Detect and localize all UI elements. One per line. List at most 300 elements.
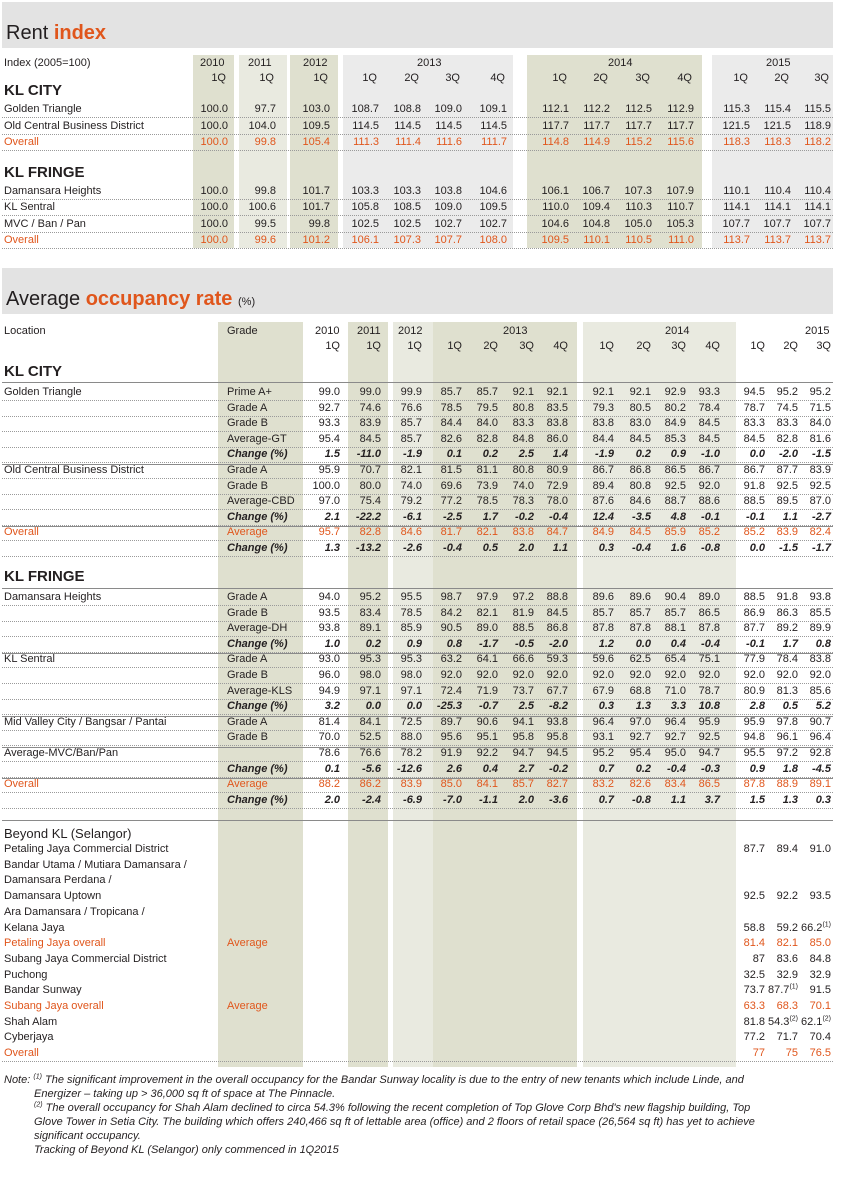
beyond-row-location: Cyberjaya <box>4 1031 54 1044</box>
occupancy-cell: 5.2 <box>815 700 831 713</box>
occupancy-row <box>2 463 833 479</box>
occupancy-cell: 62.5 <box>629 653 651 666</box>
occupancy-cell: 94.0 <box>318 591 340 603</box>
occupancy-cell: 87.0 <box>809 495 831 508</box>
rent-cell: 108.7 <box>351 103 379 115</box>
occupancy-quarter: 1Q <box>325 340 340 352</box>
rent-cell: 99.8 <box>254 136 276 148</box>
beyond-cell-value: 89.4 <box>776 843 798 855</box>
occupancy-cell: -3.5 <box>632 510 651 523</box>
occupancy-cell: 1.3 <box>635 700 651 713</box>
occupancy-row <box>2 715 833 731</box>
rent-quarter: 2Q <box>593 72 608 84</box>
rent-cell: 114.5 <box>394 119 421 132</box>
occupancy-cell: 82.6 <box>629 778 651 791</box>
occupancy-row-grade: Average <box>227 526 268 539</box>
occupancy-cell: 95.5 <box>400 591 422 603</box>
occupancy-cell: 0.2 <box>482 448 498 461</box>
occupancy-cell: 84.6 <box>629 495 651 508</box>
beyond-cell-value: 63.3 <box>743 1000 765 1012</box>
rent-row <box>2 119 833 135</box>
rent-cell: 102.7 <box>434 217 462 230</box>
rent-cell: 115.3 <box>723 103 750 115</box>
rent-cell: 109.5 <box>302 119 330 132</box>
occupancy-row <box>2 590 833 606</box>
occupancy-cell: 81.3 <box>776 684 798 697</box>
occupancy-row-grade: Grade A <box>227 401 268 414</box>
occupancy-cell: 85.7 <box>629 606 651 619</box>
occupancy-cell: 99.0 <box>318 386 340 398</box>
occupancy-cell: 92.0 <box>476 669 498 681</box>
occupancy-cell: 78.5 <box>440 401 462 414</box>
occupancy-cell: 68.8 <box>629 684 651 697</box>
occupancy-cell: 95.6 <box>440 731 462 744</box>
occupancy-cell: 88.8 <box>546 591 568 603</box>
occupancy-cell: 73.9 <box>476 479 498 492</box>
beyond-cell-value: 71.7 <box>776 1031 798 1044</box>
beyond-cell <box>762 1031 798 1043</box>
occupancy-row-location: Damansara Heights <box>4 591 102 603</box>
occupancy-cell: 95.3 <box>359 653 381 666</box>
beyond-cell <box>729 922 765 934</box>
occupancy-cell: 84.5 <box>698 432 720 445</box>
footnotes <box>4 1073 834 1157</box>
occupancy-cell: -12.6 <box>396 762 422 775</box>
occupancy-cell: 85.0 <box>440 778 462 791</box>
occupancy-cell: 84.5 <box>359 432 381 445</box>
occupancy-cell: 84.1 <box>476 778 498 791</box>
rent-quarter: 1Q <box>733 72 748 84</box>
occupancy-cell: 87.8 <box>743 778 765 791</box>
occupancy-quarter: 3Q <box>816 340 831 352</box>
occupancy-row-grade: Average-KLS <box>227 684 293 697</box>
occupancy-cell: -1.0 <box>701 448 720 461</box>
occupancy-cell: 87.8 <box>629 622 651 635</box>
occupancy-cell: 83.5 <box>546 401 568 414</box>
occupancy-cell: 83.9 <box>809 464 831 476</box>
occupancy-cell: 93.3 <box>318 417 340 430</box>
occupancy-cell: -0.3 <box>701 762 720 775</box>
rent-cell: 99.5 <box>254 217 276 230</box>
beyond-row <box>2 858 833 874</box>
rent-cell: 117.7 <box>542 119 569 132</box>
occupancy-cell: 2.1 <box>324 510 340 523</box>
occupancy-cell: 1.6 <box>670 542 686 554</box>
rent-cell: 105.4 <box>302 136 330 148</box>
occupancy-cell: 83.3 <box>776 417 798 430</box>
beyond-cell <box>795 1016 831 1028</box>
occupancy-cell: -0.8 <box>632 793 651 806</box>
occupancy-cell: 93.8 <box>546 715 568 728</box>
occupancy-cell: 79.2 <box>400 495 422 508</box>
beyond-cell <box>762 937 798 949</box>
occupancy-cell: 86.2 <box>359 778 381 791</box>
occupancy-cell: -6.1 <box>403 510 422 523</box>
rent-cell: 110.1 <box>723 184 750 197</box>
beyond-cell <box>762 922 798 934</box>
occupancy-cell: 89.0 <box>698 591 720 603</box>
occupancy-cell: 79.5 <box>476 401 498 414</box>
rent-title-plain: Rent <box>6 22 49 44</box>
occupancy-quarter: 4Q <box>705 340 720 352</box>
occupancy-row <box>2 416 833 432</box>
occupancy-cell: 0.7 <box>598 762 614 775</box>
occupancy-cell: 85.7 <box>592 606 614 619</box>
rent-row-label: MVC / Ban / Pan <box>4 217 86 230</box>
beyond-row <box>2 936 833 952</box>
occupancy-cell: 95.2 <box>776 386 798 398</box>
occupancy-cell: 1.8 <box>782 762 798 775</box>
beyond-cell <box>795 1000 831 1012</box>
occupancy-cell: -5.6 <box>362 762 381 775</box>
occupancy-cell: 83.4 <box>359 606 381 619</box>
occupancy-cell: 75.1 <box>698 653 720 666</box>
occupancy-cell: 89.1 <box>809 778 831 791</box>
occupancy-cell: 97.0 <box>629 715 651 728</box>
occupancy-cell: 77.2 <box>440 495 462 508</box>
occupancy-cell: 93.8 <box>809 591 831 603</box>
rent-cell: 100.0 <box>200 201 228 213</box>
beyond-cell-value: 70.4 <box>809 1031 831 1044</box>
occupancy-row <box>2 684 833 700</box>
occupancy-cell: 82.8 <box>776 432 798 445</box>
beyond-row-location: Petaling Jaya overall <box>4 937 106 950</box>
rent-cell: 102.7 <box>479 217 507 230</box>
occupancy-cell: -0.1 <box>701 510 720 523</box>
beyond-row <box>2 921 833 937</box>
occupancy-cell: 0.0 <box>749 542 765 554</box>
occupancy-cell: 0.5 <box>782 700 798 713</box>
occupancy-cell: 2.5 <box>518 700 534 713</box>
occupancy-cell: 86.7 <box>698 464 720 476</box>
occupancy-cell: 86.5 <box>698 778 720 791</box>
occupancy-row <box>2 762 833 778</box>
occupancy-cell: 2.0 <box>518 542 534 554</box>
beyond-kl-title: Beyond KL (Selangor) <box>4 826 132 841</box>
occupancy-cell: 84.0 <box>476 417 498 430</box>
occupancy-cell: 89.4 <box>592 479 614 492</box>
beyond-cell <box>762 1016 798 1028</box>
occupancy-cell: 94.1 <box>512 715 534 728</box>
occupancy-cell: 84.4 <box>592 432 614 445</box>
occupancy-cell: 77.9 <box>743 653 765 666</box>
rent-row <box>2 135 833 151</box>
beyond-cell-value: 87.7 <box>768 984 790 997</box>
occupancy-cell: 92.9 <box>664 386 686 398</box>
occupancy-cell: 87.8 <box>592 622 614 635</box>
beyond-cell-value: 76.5 <box>809 1047 831 1060</box>
occupancy-cell: 91.8 <box>776 591 798 603</box>
beyond-cell-value: 92.5 <box>743 890 765 903</box>
beyond-cell <box>729 1000 765 1012</box>
occupancy-cell: 85.3 <box>664 432 686 445</box>
rent-cell: 108.5 <box>393 201 421 213</box>
occupancy-cell: 0.2 <box>635 762 651 775</box>
occupancy-cell: 99.0 <box>359 386 381 398</box>
occupancy-row-grade: Average-DH <box>227 622 288 635</box>
beyond-cell-value: 59.2 <box>776 921 798 934</box>
occupancy-row <box>2 793 833 809</box>
occupancy-row <box>2 668 833 684</box>
beyond-row-location: Shah Alam <box>4 1015 58 1028</box>
occupancy-cell: 71.9 <box>476 684 498 697</box>
footnote-marker: (1) <box>822 920 831 928</box>
rent-cell: 113.7 <box>804 234 831 246</box>
occupancy-cell: 0.0 <box>365 700 381 713</box>
rent-cell: 115.5 <box>804 103 831 115</box>
occupancy-cell: 78.7 <box>698 684 720 697</box>
occupancy-quarter: 1Q <box>447 340 462 352</box>
occupancy-cell: 84.4 <box>440 417 462 430</box>
occupancy-cell: 83.9 <box>400 778 422 791</box>
rent-quarter: 1Q <box>259 72 274 84</box>
note-2-cont2: significant occupancy. <box>34 1130 141 1142</box>
occupancy-cell: 80.8 <box>512 401 534 414</box>
occupancy-cell: 1.5 <box>324 448 340 461</box>
occupancy-cell: 96.0 <box>318 669 340 681</box>
occupancy-cell: 83.8 <box>546 417 568 430</box>
beyond-cell-value: 87 <box>752 952 765 965</box>
occupancy-cell: 1.1 <box>670 793 686 806</box>
occupancy-cell: -1.7 <box>479 637 498 650</box>
beyond-cell-value: 68.3 <box>776 1000 798 1012</box>
occupancy-cell: 92.1 <box>629 386 651 398</box>
beyond-cell <box>795 843 831 855</box>
occupancy-cell: 94.5 <box>743 386 765 398</box>
occupancy-cell: 0.0 <box>635 637 651 650</box>
occupancy-cell: 91.8 <box>743 479 765 492</box>
occupancy-cell: 74.5 <box>776 401 798 414</box>
occupancy-cell: -0.4 <box>701 637 720 650</box>
occupancy-row <box>2 525 833 541</box>
beyond-cell <box>795 937 831 949</box>
rent-cell: 114.1 <box>764 201 791 213</box>
note-1-cont: Energizer – taking up > 36,000 sq ft of space at The Pinnacle. <box>34 1088 336 1100</box>
occupancy-cell: -2.0 <box>549 637 568 650</box>
beyond-row-location: Petaling Jaya Commercial District <box>4 843 169 855</box>
occupancy-cell: 83.4 <box>664 778 686 791</box>
occupancy-row-location: Golden Triangle <box>4 386 82 398</box>
occupancy-cell: 82.1 <box>400 464 422 476</box>
occupancy-cell: 86.8 <box>629 464 651 476</box>
beyond-row <box>2 952 833 968</box>
occupancy-cell: 99.9 <box>400 386 422 398</box>
beyond-row <box>2 968 833 984</box>
rent-section-heading: KL CITY <box>4 82 63 99</box>
footnote-marker: (2) <box>789 1015 798 1023</box>
occupancy-cell: 59.6 <box>592 653 614 666</box>
occupancy-cell: 83.8 <box>809 653 831 666</box>
occupancy-cell: -0.1 <box>746 637 765 650</box>
occupancy-row-grade: Grade B <box>227 731 268 744</box>
occupancy-cell: 0.9 <box>749 762 765 775</box>
beyond-row <box>2 999 833 1015</box>
occupancy-cell: 2.8 <box>749 700 765 713</box>
occupancy-cell: -0.4 <box>549 510 568 523</box>
rent-cell: 107.3 <box>624 184 652 197</box>
occupancy-cell: 85.2 <box>698 526 720 539</box>
occupancy-title-plain: Average <box>6 288 81 310</box>
occupancy-cell: 84.1 <box>359 715 381 728</box>
occupancy-cell: 90.7 <box>809 715 831 728</box>
rent-cell: 106.7 <box>582 184 610 197</box>
occupancy-cell: 92.8 <box>809 747 831 759</box>
occupancy-cell: -1.9 <box>403 448 422 461</box>
occupancy-cell: 88.5 <box>512 622 534 635</box>
rent-cell: 112.1 <box>542 103 569 115</box>
occupancy-row-grade: Change (%) <box>227 542 288 554</box>
occupancy-row <box>2 479 833 495</box>
rent-cell: 107.7 <box>434 234 462 246</box>
beyond-cell <box>762 1047 798 1059</box>
occupancy-cell: 92.0 <box>629 669 651 681</box>
occupancy-cell: 3.3 <box>670 700 686 713</box>
rent-cell: 115.2 <box>625 136 652 148</box>
occupancy-cell: 10.8 <box>698 700 720 713</box>
beyond-cell <box>762 984 798 996</box>
rent-cell: 118.3 <box>764 136 791 148</box>
occupancy-cell: 83.9 <box>359 417 381 430</box>
occupancy-cell: 92.1 <box>512 386 534 398</box>
rent-cell: 107.7 <box>763 217 791 230</box>
occupancy-cell: 95.9 <box>743 715 765 728</box>
occupancy-cell: 93.0 <box>318 653 340 666</box>
occupancy-cell: 84.2 <box>440 606 462 619</box>
occupancy-cell: 0.0 <box>749 448 765 461</box>
occupancy-cell: 0.2 <box>635 448 651 461</box>
occupancy-cell: 87.8 <box>698 622 720 635</box>
occupancy-cell: 86.5 <box>698 606 720 619</box>
occupancy-cell: -22.2 <box>355 510 381 523</box>
rent-cell: 99.6 <box>254 234 276 246</box>
occupancy-cell: 82.6 <box>440 432 462 445</box>
occupancy-cell: 93.5 <box>318 606 340 619</box>
occupancy-cell: 85.6 <box>809 684 831 697</box>
occupancy-cell: 95.9 <box>698 715 720 728</box>
occupancy-cell: 72.9 <box>546 479 568 492</box>
occupancy-cell: 70.0 <box>318 731 340 744</box>
rent-cell: 103.0 <box>302 103 330 115</box>
occupancy-cell: -0.4 <box>443 542 462 554</box>
occupancy-cell: 84.9 <box>664 417 686 430</box>
note-1 <box>4 1073 834 1087</box>
beyond-cell <box>795 1047 831 1059</box>
rent-cell: 115.6 <box>667 136 694 148</box>
occupancy-cell: 85.5 <box>809 606 831 619</box>
occupancy-cell: 92.1 <box>592 386 614 398</box>
occupancy-cell: 80.2 <box>664 401 686 414</box>
rent-row-label: Golden Triangle <box>4 103 82 115</box>
beyond-row-location: Overall <box>4 1047 39 1060</box>
occupancy-row-grade: Grade B <box>227 417 268 430</box>
occupancy-cell: 84.5 <box>546 606 568 619</box>
rent-cell: 101.7 <box>302 184 330 197</box>
occupancy-cell: 88.1 <box>664 622 686 635</box>
occupancy-cell: 64.1 <box>476 653 498 666</box>
occupancy-cell: 82.1 <box>476 606 498 619</box>
occupancy-cell: 98.7 <box>440 591 462 603</box>
beyond-cell <box>729 984 765 996</box>
rent-cell: 103.3 <box>393 184 421 197</box>
occupancy-row <box>2 385 833 401</box>
occupancy-cell: 86.8 <box>546 622 568 635</box>
occupancy-cell: 88.6 <box>698 495 720 508</box>
occupancy-cell: 78.5 <box>400 606 422 619</box>
rent-quarter: 1Q <box>313 72 328 84</box>
rent-cell: 101.7 <box>302 201 330 213</box>
beyond-row-location: Kelana Jaya <box>4 921 65 934</box>
rent-cell: 121.5 <box>763 119 791 132</box>
occupancy-row-grade: Change (%) <box>227 510 288 523</box>
rent-quarter: 2Q <box>404 72 419 84</box>
occupancy-cell: 1.1 <box>782 510 798 523</box>
rent-quarter: 3Q <box>814 72 829 84</box>
rent-cell: 97.7 <box>254 103 276 115</box>
rent-cell: 111.6 <box>436 136 462 148</box>
occupancy-cell: -8.2 <box>549 700 568 713</box>
beyond-cell <box>729 1016 765 1028</box>
occupancy-cell: 95.8 <box>546 731 568 744</box>
occupancy-cell: 93.3 <box>698 386 720 398</box>
occupancy-cell: 89.6 <box>629 591 651 603</box>
occupancy-row <box>2 637 833 653</box>
occupancy-cell: -0.7 <box>479 700 498 713</box>
beyond-row <box>2 1015 833 1031</box>
occupancy-unit: (%) <box>238 296 256 308</box>
beyond-cell-value: 73.7 <box>743 984 765 997</box>
rent-cell: 99.8 <box>308 217 330 230</box>
occupancy-cell: 84.9 <box>592 526 614 539</box>
occupancy-year: 2015 <box>805 325 830 337</box>
rent-cell: 100.0 <box>200 103 228 115</box>
rent-cell: 109.5 <box>541 234 569 246</box>
occupancy-cell: -1.5 <box>812 448 831 461</box>
occupancy-cell: 85.7 <box>400 432 422 445</box>
occupancy-cell: 83.0 <box>629 417 651 430</box>
occupancy-row-grade: Change (%) <box>227 793 288 806</box>
rent-quarter: 1Q <box>211 72 226 84</box>
occupancy-row-location: Old Central Business District <box>4 464 144 476</box>
beyond-cell <box>729 1047 765 1059</box>
rent-cell: 114.1 <box>723 201 750 213</box>
occupancy-cell: 78.6 <box>318 747 340 759</box>
occupancy-cell: 90.4 <box>664 591 686 603</box>
occupancy-row <box>2 621 833 637</box>
occupancy-cell: 81.9 <box>512 606 534 619</box>
occupancy-cell: 78.3 <box>512 495 534 508</box>
rent-cell: 118.9 <box>804 119 831 132</box>
beyond-cell-value: 77.2 <box>743 1031 765 1044</box>
occupancy-quarter: 1Q <box>407 340 422 352</box>
rent-cell: 114.5 <box>480 119 507 132</box>
occupancy-cell: 85.7 <box>664 606 686 619</box>
occupancy-cell: 0.0 <box>406 700 422 713</box>
occupancy-cell: 1.3 <box>324 542 340 554</box>
rent-cell: 100.6 <box>248 201 276 213</box>
occupancy-cell: 89.6 <box>592 591 614 603</box>
occupancy-cell: 95.3 <box>400 653 422 666</box>
occupancy-cell: 80.8 <box>629 479 651 492</box>
rent-cell: 114.5 <box>352 119 379 132</box>
occupancy-cell: 88.5 <box>743 591 765 603</box>
occupancy-cell: 92.5 <box>698 731 720 744</box>
occupancy-cell: 85.7 <box>400 417 422 430</box>
rent-cell: 110.7 <box>667 201 694 213</box>
beyond-row <box>2 842 833 858</box>
occupancy-cell: 95.7 <box>318 526 340 539</box>
beyond-cell-value: 92.2 <box>776 890 798 903</box>
occupancy-cell: 84.0 <box>809 417 831 430</box>
